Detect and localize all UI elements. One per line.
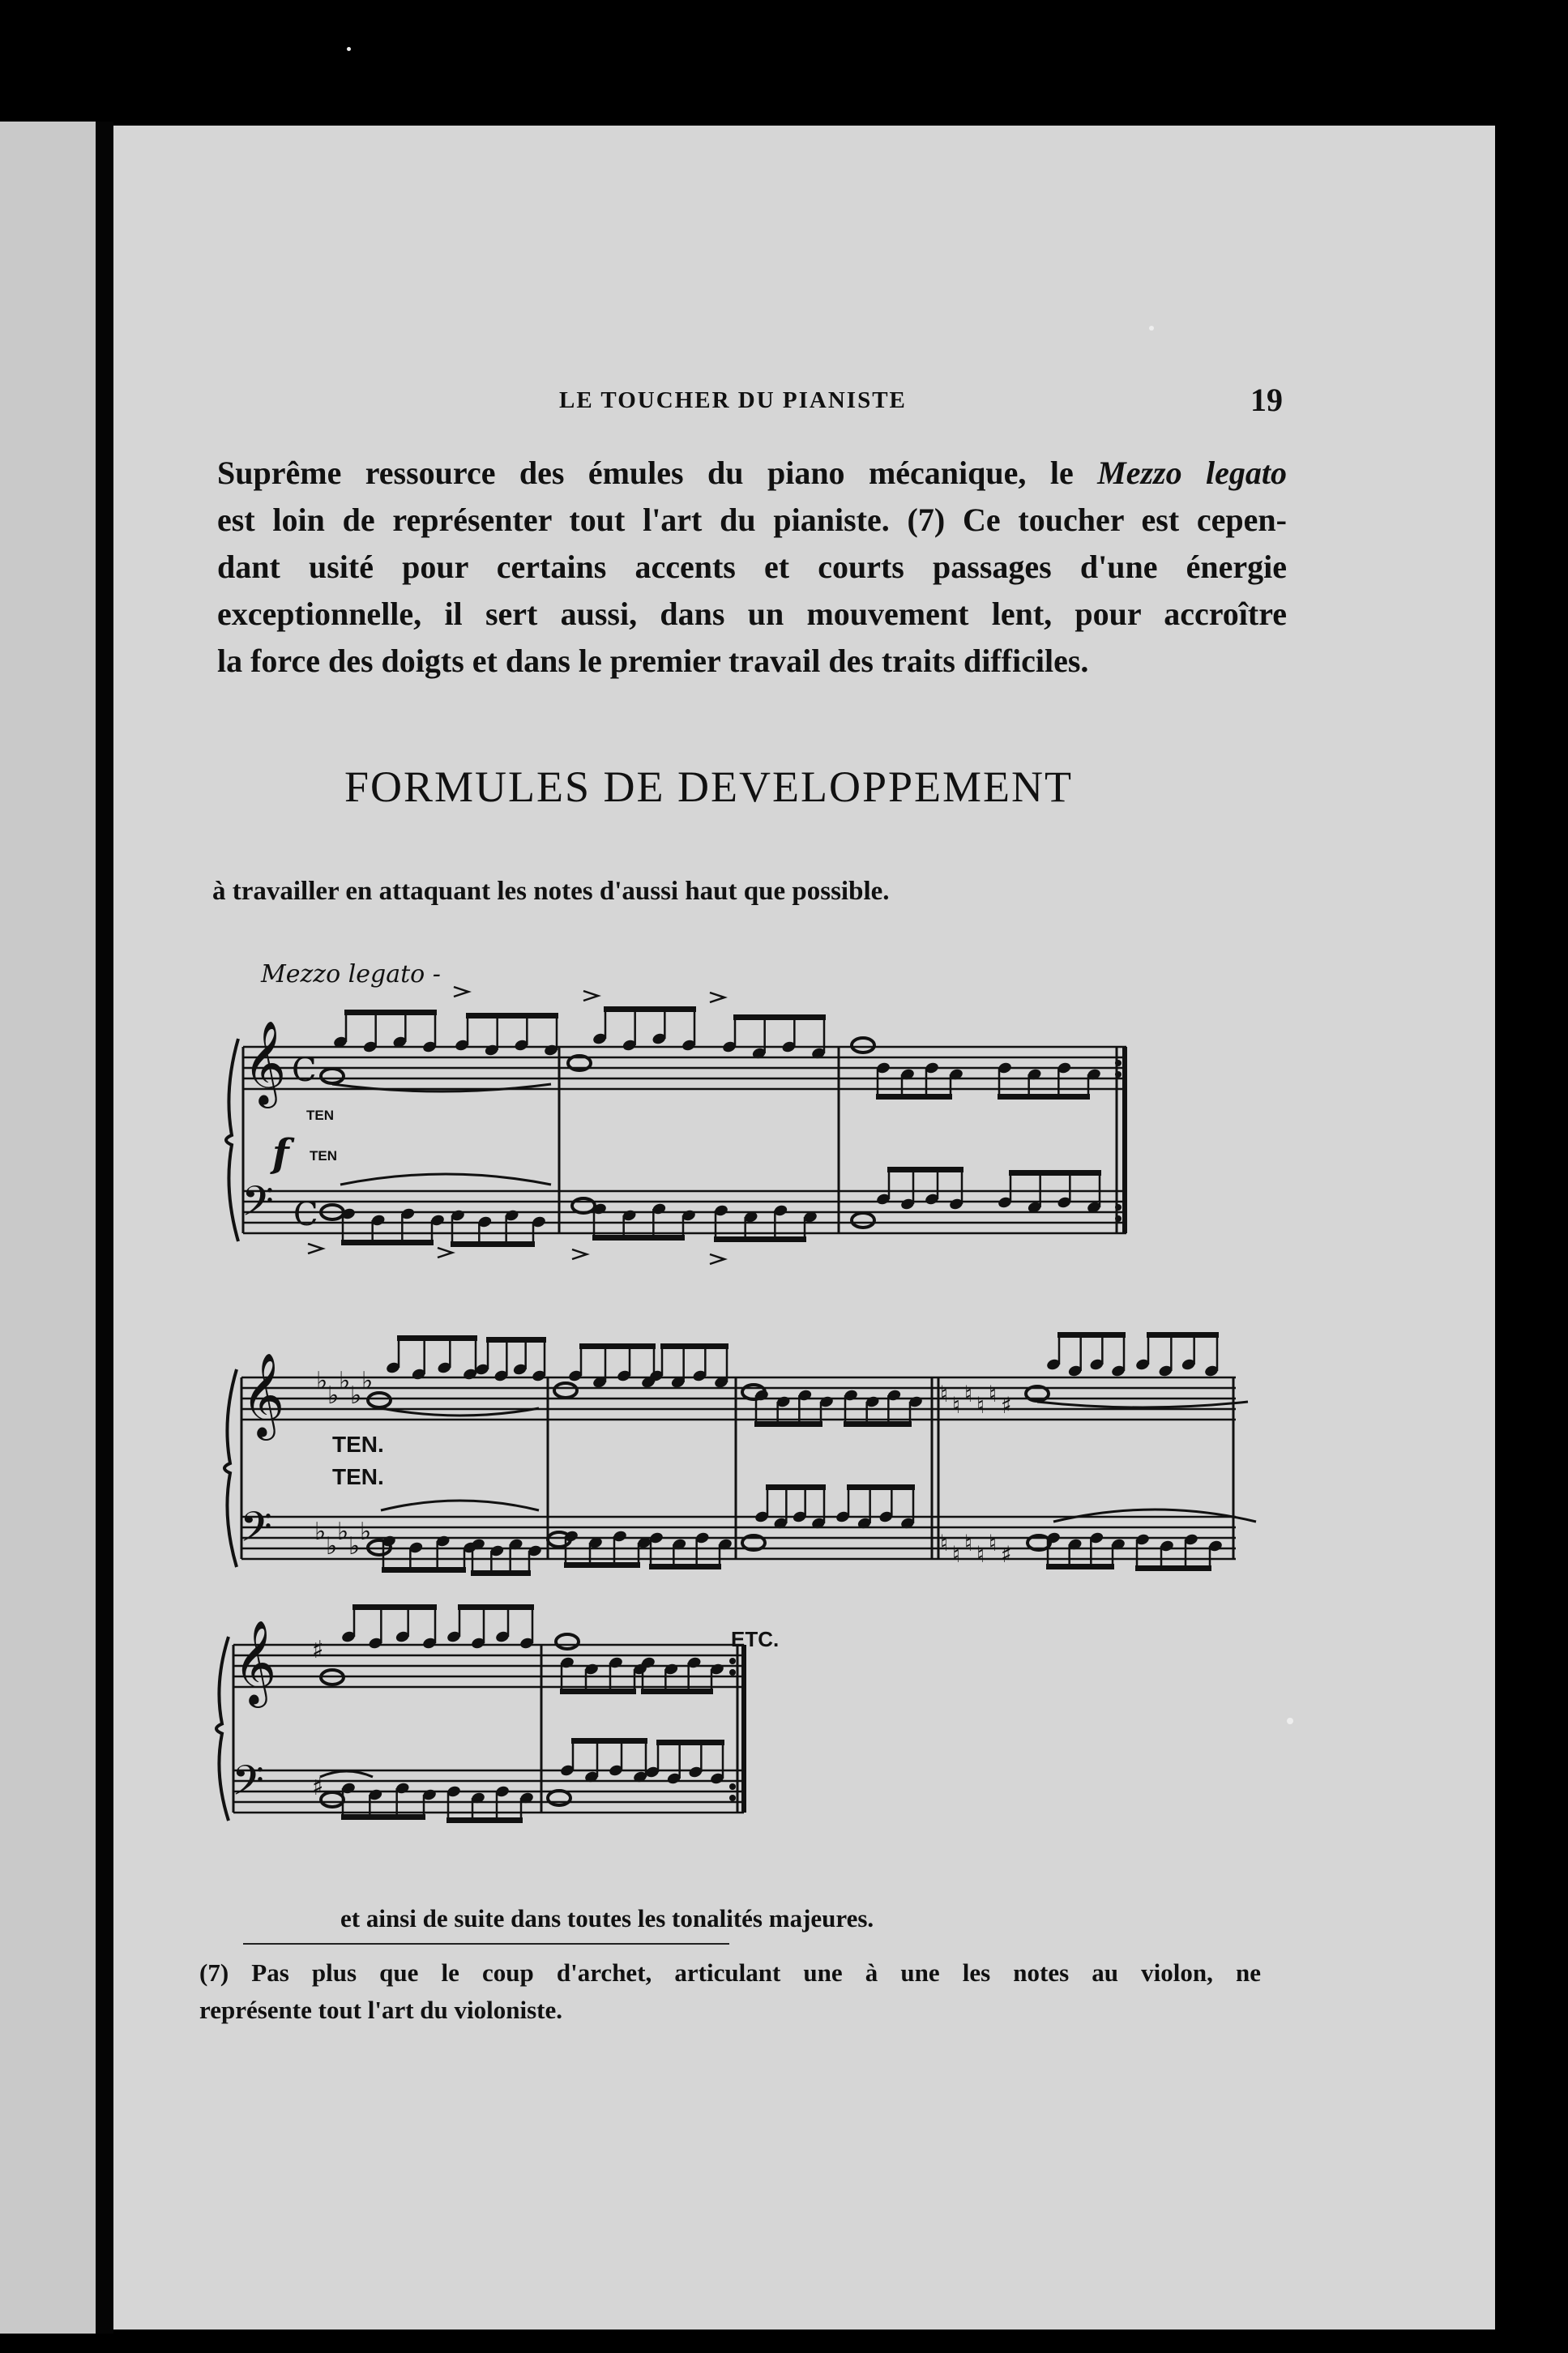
- key-signature-natural: ♮: [964, 1381, 973, 1407]
- key-signature-flat: ♭: [348, 1532, 361, 1561]
- treble-clef: 𝄞: [243, 1020, 287, 1105]
- key-signature-natural: ♮: [940, 1381, 949, 1407]
- accent-mark: [454, 987, 468, 997]
- key-signature-natural: ♮: [976, 1541, 985, 1568]
- slur: [381, 1501, 539, 1510]
- repeat-dot: [1115, 1060, 1122, 1066]
- beam: [341, 1240, 434, 1245]
- beam: [876, 1094, 952, 1100]
- accent-mark: [583, 991, 598, 1001]
- footnote-line: représente tout l'art du violoniste.: [199, 1996, 563, 2024]
- repeat-dot: [729, 1795, 736, 1801]
- key-signature-flat: ♭: [337, 1518, 349, 1546]
- whole-note: [321, 1792, 344, 1807]
- accent-mark: [710, 993, 724, 1002]
- italic-term: Mezzo legato: [1097, 455, 1287, 491]
- beam: [344, 1010, 437, 1015]
- beam: [714, 1236, 806, 1242]
- beam: [571, 1738, 647, 1744]
- instruction-line: à travailler en attaquant les notes d'aussi haut que possible.: [212, 877, 890, 906]
- whole-note: [572, 1198, 595, 1213]
- whole-note: [852, 1038, 874, 1053]
- bass-clef: 𝄢: [240, 1502, 272, 1561]
- key-signature-natural: ♮: [952, 1541, 961, 1568]
- etc-mark: ETC.: [731, 1627, 780, 1651]
- beam: [1135, 1565, 1211, 1571]
- accent-mark: [710, 1254, 724, 1264]
- repeat-dot: [729, 1669, 736, 1676]
- beam: [341, 1814, 425, 1820]
- section-title: FORMULES DE DEVELOPPEMENT: [344, 762, 1074, 811]
- repeat-dot: [1115, 1071, 1122, 1078]
- treble-clef: 𝄞: [241, 1352, 285, 1437]
- beam: [844, 1421, 912, 1427]
- slur: [320, 1771, 373, 1777]
- key-signature-natural: ♮: [964, 1530, 973, 1557]
- key-signature-sharp: ♯: [312, 1773, 324, 1801]
- beam: [1057, 1332, 1126, 1338]
- beam: [486, 1337, 546, 1343]
- beam: [451, 1241, 535, 1247]
- slur: [332, 1084, 551, 1091]
- slur: [340, 1174, 551, 1185]
- beam: [352, 1604, 437, 1610]
- bass-clef: 𝄢: [232, 1756, 264, 1815]
- beam: [887, 1167, 963, 1172]
- beam: [604, 1006, 696, 1012]
- beam: [998, 1094, 1090, 1100]
- dust-speck: [347, 47, 351, 51]
- key-signature-flat: ♭: [314, 1518, 327, 1546]
- beam: [382, 1567, 466, 1573]
- running-header: LE TOUCHER DU PIANISTE: [559, 387, 907, 413]
- beam: [641, 1689, 713, 1694]
- repeat-dot: [1115, 1204, 1122, 1211]
- dust-speck: [1287, 1718, 1293, 1724]
- tenuto-mark: TEN: [306, 1108, 334, 1123]
- treble-clef: 𝄞: [233, 1620, 277, 1705]
- dynamic-forte: f: [272, 1131, 289, 1176]
- beam: [471, 1570, 531, 1576]
- accent-mark: [308, 1244, 323, 1253]
- system-brace: [224, 1369, 237, 1567]
- beam: [766, 1484, 826, 1490]
- whole-note: [554, 1383, 577, 1398]
- dust-speck: [1149, 326, 1154, 331]
- paragraph-line: dant usité pour certains accents et courts passages d'une énergie: [217, 549, 1287, 585]
- beam: [649, 1564, 721, 1569]
- whole-note: [548, 1791, 570, 1805]
- accent-mark: [438, 1248, 452, 1258]
- beam: [1147, 1332, 1219, 1338]
- whole-note: [556, 1634, 579, 1649]
- footnote: [199, 1954, 1261, 2029]
- accent-mark: [572, 1249, 587, 1259]
- key-signature-natural: ♯: [1001, 1541, 1012, 1568]
- time-signature: C: [292, 1052, 317, 1089]
- tenuto-mark: TEN: [310, 1148, 337, 1164]
- beam: [560, 1689, 636, 1694]
- key-signature-natural: ♮: [989, 1381, 998, 1407]
- footnote-rule: [243, 1943, 729, 1945]
- key-signature-sharp: ♯: [312, 1636, 324, 1664]
- key-signature-natural: ♯: [1001, 1392, 1012, 1419]
- key-signature-flat: ♭: [326, 1532, 338, 1561]
- tenuto-mark: TEN.: [332, 1432, 384, 1457]
- beam: [579, 1343, 656, 1349]
- system-brace: [216, 1637, 229, 1821]
- beam: [733, 1014, 826, 1020]
- repeat-dot: [729, 1658, 736, 1664]
- beam: [592, 1235, 685, 1241]
- beam: [754, 1421, 822, 1427]
- repeat-dot: [1115, 1215, 1122, 1222]
- key-signature-natural: ♮: [940, 1530, 949, 1557]
- key-signature-flat: ♭: [360, 1518, 372, 1546]
- beam: [458, 1604, 534, 1610]
- beam: [397, 1335, 477, 1341]
- key-signature-flat: ♭: [361, 1367, 374, 1395]
- paragraph-line: exceptionnelle, il sert aussi, dans un mouvement lent, pour accroître: [217, 596, 1287, 632]
- paragraph-line: Suprême ressource des émules du piano mécanique, le Mezzo legato: [217, 455, 1287, 491]
- whole-note: [321, 1069, 344, 1083]
- beam: [660, 1343, 728, 1349]
- key-signature-flat: ♭: [316, 1367, 328, 1395]
- beam: [1046, 1564, 1114, 1569]
- page-number: 19: [1250, 382, 1283, 418]
- tenuto-mark: TEN.: [332, 1464, 384, 1489]
- system-brace: [226, 1039, 238, 1241]
- tempo-mark: Mezzo legato -: [261, 960, 441, 989]
- beam: [847, 1484, 915, 1490]
- slur: [1037, 1402, 1248, 1407]
- beam: [564, 1562, 640, 1568]
- beam: [466, 1013, 558, 1018]
- whole-note: [852, 1213, 874, 1228]
- paragraph-line: est loin de représenter tout l'art du pianiste. (7) Ce toucher est cepen-: [217, 502, 1287, 538]
- key-signature-flat: ♭: [350, 1381, 362, 1410]
- beam: [656, 1740, 724, 1745]
- time-signature: C: [293, 1196, 318, 1233]
- paragraph-line: la force des doigts et dans le premier travail des traits difficiles.: [217, 643, 1089, 679]
- key-signature-flat: ♭: [327, 1381, 340, 1410]
- repeat-dot: [729, 1783, 736, 1790]
- closing-line: et ainsi de suite dans toutes les tonalités majeures.: [340, 1904, 874, 1932]
- key-signature-natural: ♮: [976, 1392, 985, 1419]
- slur: [1053, 1510, 1256, 1522]
- bass-clef: 𝄢: [241, 1176, 274, 1236]
- beam: [1009, 1170, 1101, 1176]
- footnote-line: (7) Pas plus que le coup d'archet, articulant une à une les notes au violon, ne: [199, 1958, 1261, 1987]
- key-signature-natural: ♮: [952, 1392, 961, 1419]
- beam: [446, 1817, 523, 1823]
- key-signature-natural: ♮: [989, 1530, 998, 1557]
- key-signature-flat: ♭: [339, 1367, 351, 1395]
